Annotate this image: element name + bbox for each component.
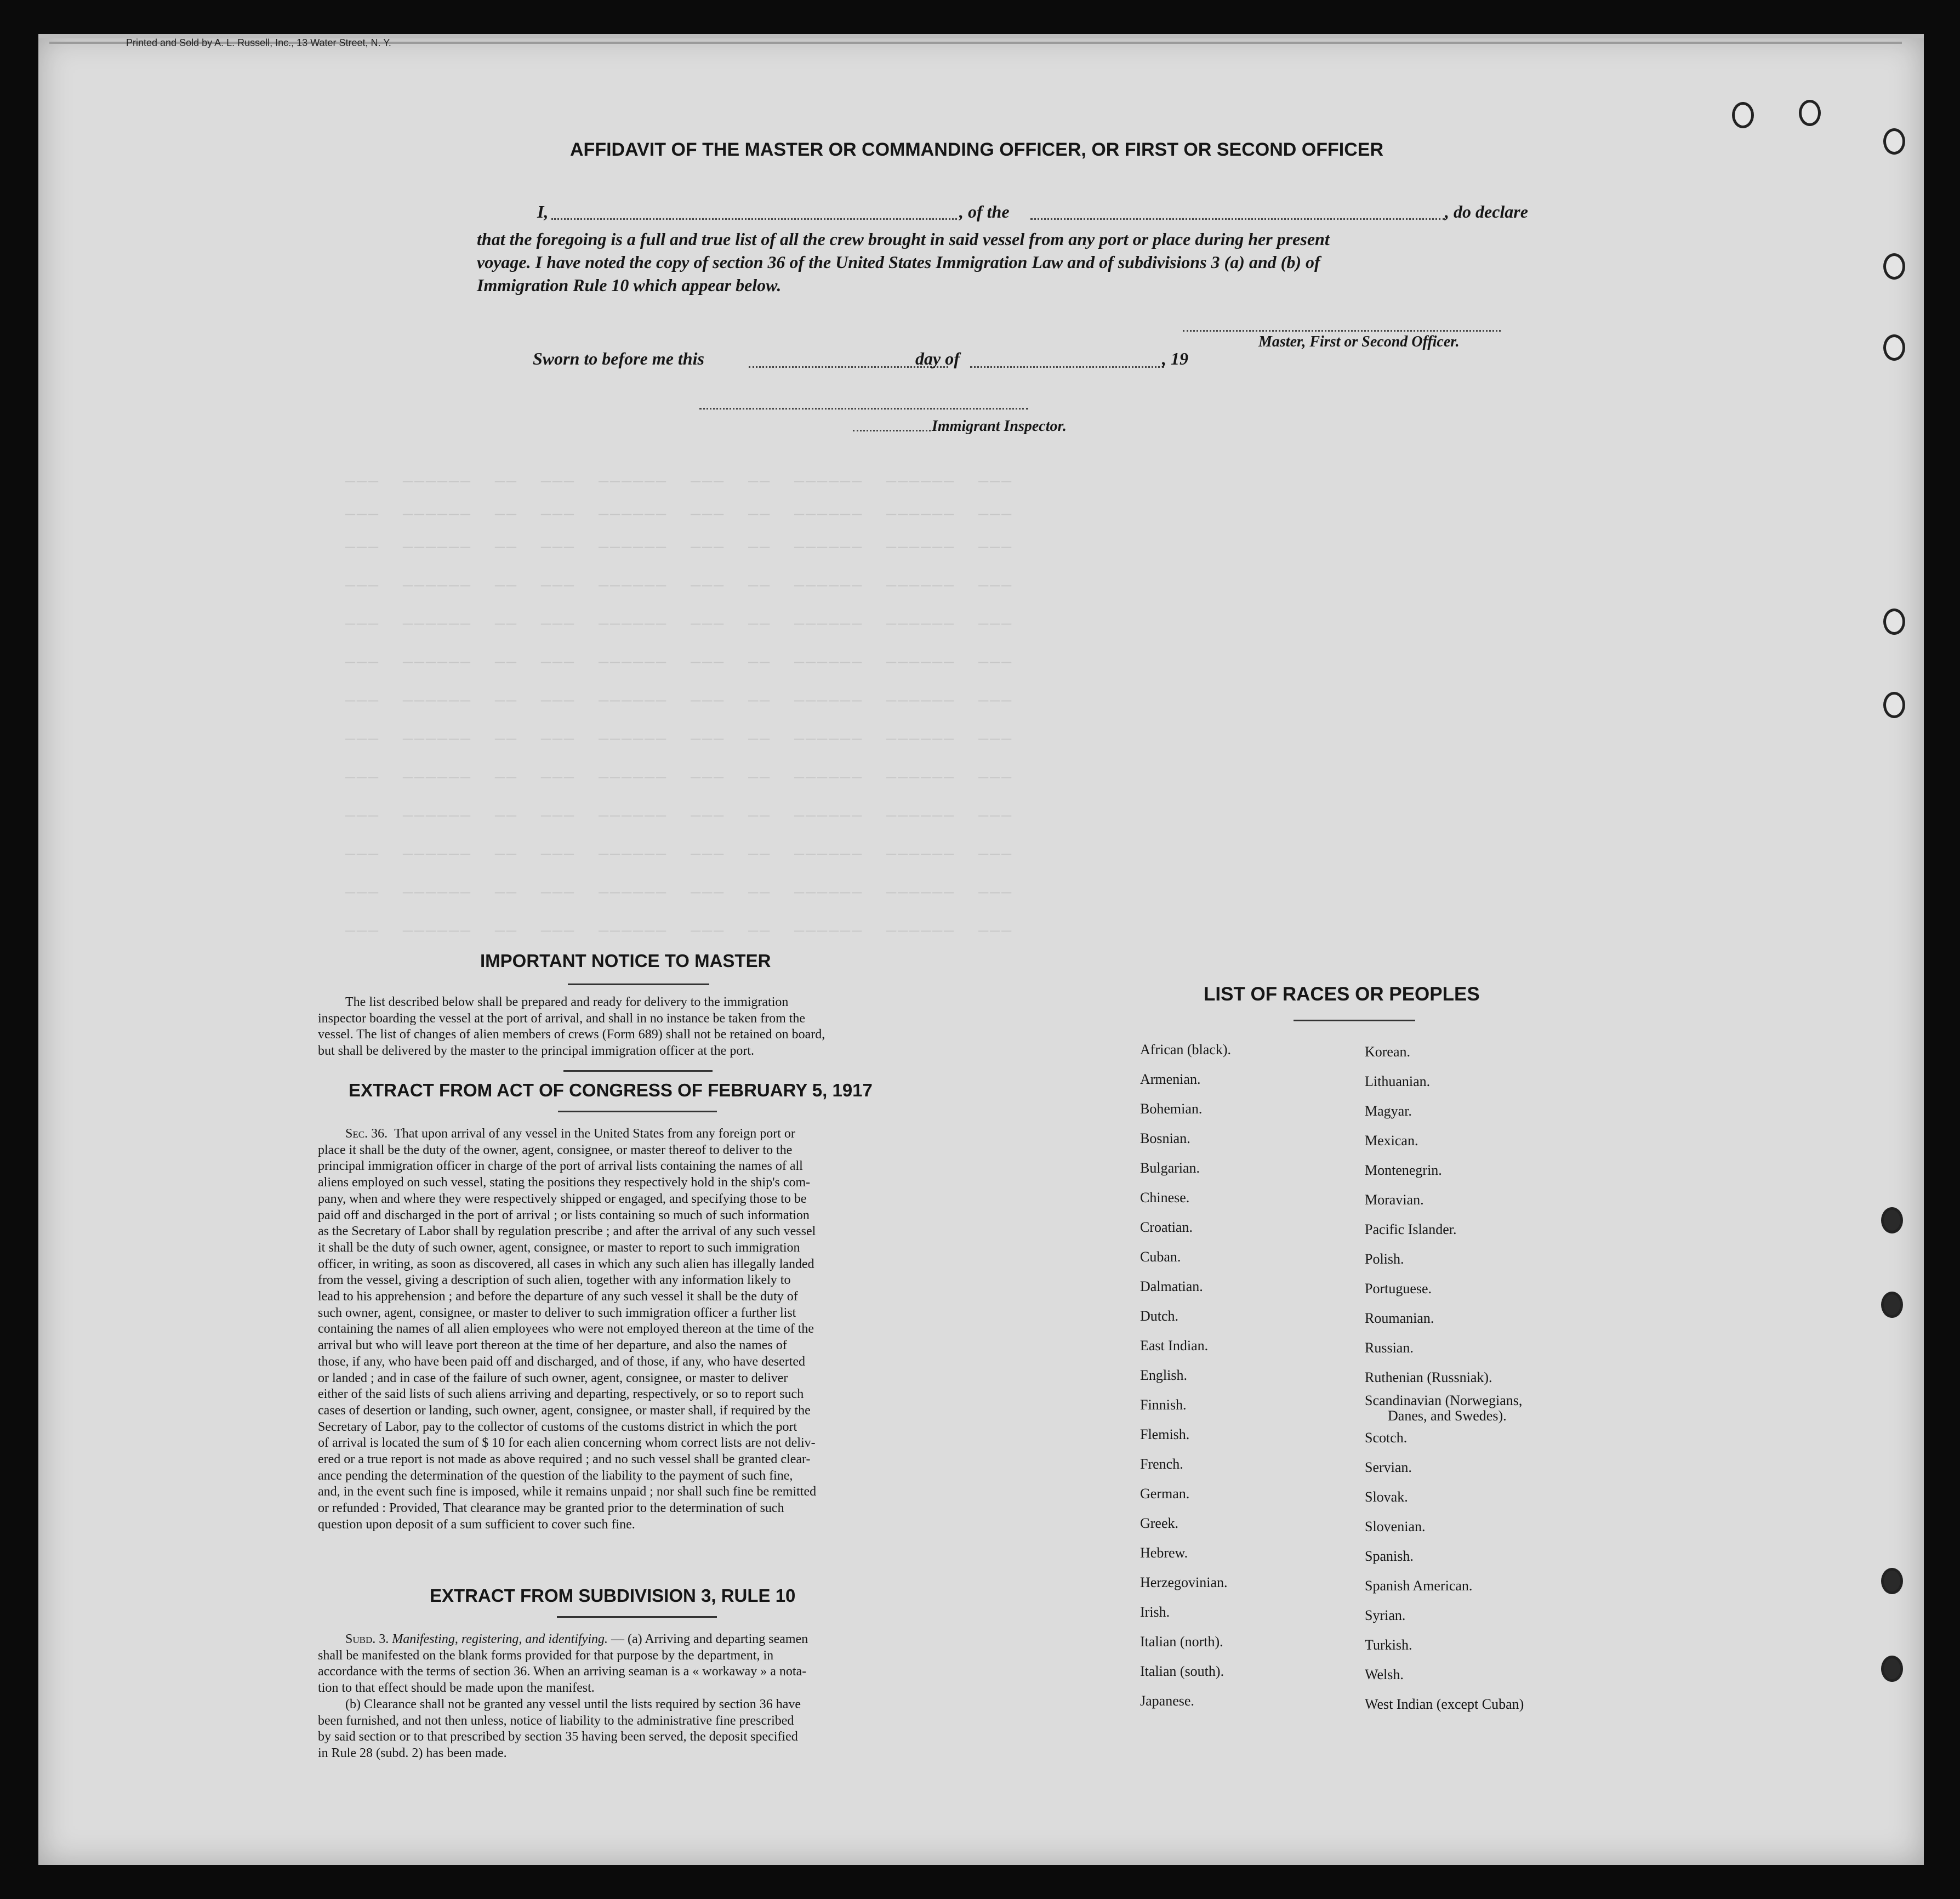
race-item: Ruthenian (Russniak). [1365,1369,1492,1385]
bleed-through-texture: ——— —————— —— ——— —————— ——— —— —————— —————— ——— [345,922,1013,941]
act-line: place it shall be the duty of the owner, agent, consignee, or master thereof to deliver to the [318,1142,793,1157]
race-item: Slovenian. [1365,1519,1426,1534]
race-item: Welsh. [1365,1667,1404,1682]
bleed-through-texture: ——— —————— —— ——— —————— ——— —— —————— —————— ——— [345,538,1013,557]
race-item: West Indian (except Cuban) [1365,1696,1524,1712]
bleed-through-texture: ——— —————— —— ——— —————— ——— —— —————— —————— ——— [345,577,1013,595]
act-title: EXTRACT FROM ACT OF CONGRESS OF FEBRUARY 5, 1917 [349,1080,873,1100]
bleed-through-texture: ——— —————— —— ——— —————— ——— —— —————— —————— ——— [345,505,1013,524]
notice-line: The list described below shall be prepared and ready for delivery to the immigration [345,995,789,1009]
race-item: French. [1140,1456,1183,1472]
act-line: pany, when and where they were respectively shipped or engaged, and specifying those to be [318,1191,807,1206]
act-line: question upon deposit of a sum sufficient to cover such fine. [318,1517,635,1532]
bleed-through-texture: ——— —————— —— ——— —————— ——— —— —————— —————— ——— [345,692,1013,710]
day-of-label: day of [915,349,960,368]
race-item: English. [1140,1367,1187,1383]
race-item: Cuban. [1140,1249,1181,1265]
rule-title-rule [557,1616,717,1618]
race-item: Bosnian. [1140,1130,1190,1146]
act-line: it shall be the duty of such owner, agent, consignee, or master to report to such immigration [318,1240,800,1255]
affidavit-i-label: I, [537,202,549,221]
master-signature-label: Master, First or Second Officer. [1258,333,1460,350]
punch-hole [1881,1568,1903,1594]
race-item: Montenegrin. [1365,1162,1442,1178]
race-item: German. [1140,1486,1190,1502]
punch-hole [1883,692,1905,718]
punch-hole [1881,1207,1903,1233]
act-line: or landed ; and in case of the failure of such owner, agent, consignee, or master to deliver [318,1371,788,1385]
notice-line: but shall be delivered by the master to the principal immigration officer at the port. [318,1044,754,1059]
section-divider [563,1070,713,1072]
race-item: Dutch. [1140,1308,1179,1324]
race-item: Mexican. [1365,1133,1418,1149]
bleed-through-texture: ——— —————— —— ——— —————— ——— —— —————— —————— ——— [345,807,1013,826]
act-line: That upon arrival of any vessel in the United States from any foreign port or [394,1127,795,1141]
act-line: as the Secretary of Labor shall by regulation prescribe ; and after the arrival of any such vessel [318,1224,816,1239]
race-item: Lithuanian. [1365,1073,1431,1089]
subd-label: Subd. 3. [345,1632,389,1646]
act-line: containing the names of all alien employees who were not employed thereon at the time of the [318,1322,814,1337]
bleed-through-texture: ——— —————— —— ——— —————— ——— —— —————— —————— ——— [345,653,1013,672]
bleed-through-texture: ——— —————— —— ——— —————— ——— —— —————— —————— ——— [345,845,1013,864]
race-item: Dalmatian. [1140,1278,1203,1294]
notice-title: IMPORTANT NOTICE TO MASTER [480,951,771,971]
race-item: Croatian. [1140,1219,1193,1235]
race-item: Greek. [1140,1515,1179,1531]
act-line: lead to his apprehension ; and before the departure of any such vessel it shall be the duty of [318,1289,798,1304]
document-sheet [38,34,1924,1865]
rule-line: accordance with the terms of section 36. When an arriving seaman is a « workaway » a nota- [318,1664,807,1679]
race-item: Japanese. [1140,1693,1194,1709]
punch-hole [1883,128,1905,155]
race-item: Hebrew. [1140,1545,1188,1561]
notice-body [318,994,998,1060]
subd-heading: Manifesting, registering, and identifying. [392,1632,608,1646]
rule-line: tion to that effect should be made upon the manifest. [318,1681,595,1696]
race-item: Syrian. [1365,1607,1406,1623]
bleed-through-texture: ——— —————— —— ——— —————— ——— —— —————— —————— ——— [345,884,1013,902]
affidavit-do-declare: , do declare [1445,202,1528,221]
race-item: Danes, and Swedes). [1388,1408,1507,1424]
inspector-signature-line [699,408,1028,410]
act-line: such owner, agent, consignee, or master to deliver to such immigration officer a further list [318,1305,796,1320]
inspector-label: Immigrant Inspector. [932,418,1067,435]
race-item: Bohemian. [1140,1101,1203,1117]
inspector-short-line [853,430,931,431]
race-item: Portuguese. [1365,1281,1432,1297]
race-item: Scotch. [1365,1430,1408,1446]
punch-hole [1881,1656,1903,1682]
affidavit-of-the: , of the [959,202,1010,221]
punch-hole [1881,1292,1903,1318]
act-line: ance pending the determination of the question of the liability to the payment of such fine, [318,1468,793,1483]
affidavit-body-line: voyage. I have noted the copy of section 36 of the United States Immigration Law and of subdivisions 3 (a) and (b) of [477,252,1320,272]
punch-hole [1732,102,1754,128]
race-item: Chinese. [1140,1190,1190,1206]
bleed-through-texture: ——— —————— —— ——— —————— ——— —— —————— —————— ——— [345,473,1013,491]
punch-hole [1883,253,1905,280]
act-line: and, in the event such fine is imposed, while it remains unpaid ; nor shall such fine be remitted [318,1485,817,1499]
act-line: from the vessel, giving a description of such alien, together with any information likely to [318,1273,791,1288]
punch-hole [1883,609,1905,635]
rule-line: shall be manifested on the blank forms provided for that purpose by the department, in [318,1648,774,1663]
race-item: Italian (north). [1140,1634,1223,1650]
race-item: Magyar. [1365,1103,1412,1119]
race-item: Scandinavian (Norwegians, [1365,1392,1523,1408]
year-label: , 19 [1162,349,1188,368]
notice-line: vessel. The list of changes of alien members of crews (Form 689) shall not be retained on board, [318,1027,825,1042]
race-item: Italian (south). [1140,1663,1224,1679]
act-line: ered or a true report is not made as above required ; and no such vessel shall be granted clear- [318,1452,811,1467]
act-line: cases of desertion or landing, such owner, agent, consignee, or master shall, if required by the [318,1403,811,1418]
punch-hole [1799,100,1821,126]
affidavit-body-line: that the foregoing is a full and true list of all the crew brought in said vessel from any port or place during her present [477,229,1330,249]
notice-line: inspector boarding the vessel at the port of arrival, and shall in no instance be taken from the [318,1011,806,1026]
race-item: Flemish. [1140,1426,1190,1442]
name-blank [551,218,957,220]
bleed-through-texture: ——— —————— —— ——— —————— ——— —— —————— —————— ——— [345,615,1013,634]
notice-title-rule [568,983,709,985]
act-line: aliens employed on such vessel, stating the positions they respectively hold in the ship's com- [318,1175,811,1190]
races-title: LIST OF RACES OR PEOPLES [1204,983,1480,1005]
bleed-through-texture: ——— —————— —— ——— —————— ——— —— —————— —————— ——— [345,730,1013,749]
rule-line: — (a) Arriving and departing seamen [611,1632,808,1646]
rule-body [318,1631,998,1762]
act-line: Secretary of Labor, pay to the collector of customs of the customs district in which the port [318,1419,797,1434]
punch-hole [1883,334,1905,361]
sworn-label: Sworn to before me this [533,349,704,368]
printer-imprint: Printed and Sold by A. L. Russell, Inc., 13 Water Street, N. Y. [126,37,391,48]
race-item: Slovak. [1365,1489,1408,1505]
rule-line: in Rule 28 (subd. 2) has been made. [318,1746,507,1760]
affidavit-title: AFFIDAVIT OF THE MASTER OR COMMANDING OFFICER, OR FIRST OR SECOND OFFICER [570,139,1383,160]
rule-title: EXTRACT FROM SUBDIVISION 3, RULE 10 [430,1585,796,1606]
act-line: of arrival is located the sum of $ 10 for each alien concerning whom correct lists are not deliv- [318,1436,816,1451]
rule-line: by said section or to that prescribed by section 35 having been served, the deposit specified [318,1730,798,1744]
race-item: Polish. [1365,1251,1404,1267]
race-item: Korean. [1365,1044,1411,1060]
sec-label: Sec. 36. [345,1127,388,1141]
race-item: Finnish. [1140,1397,1187,1413]
act-title-rule [558,1111,717,1112]
act-body [318,1126,998,1533]
act-line: officer, in writing, as soon as discovered, all cases in which any such alien has illegally landed [318,1256,814,1271]
race-item: Roumanian. [1365,1310,1434,1326]
race-item: Pacific Islander. [1365,1221,1457,1237]
act-line: principal immigration officer in charge of the port of arrival lists containing the names of all [318,1159,803,1174]
act-line: those, if any, who have been paid off and discharged, and of those, if any, who have deserted [318,1354,806,1369]
race-item: African (black). [1140,1042,1232,1057]
race-item: Servian. [1365,1459,1412,1475]
race-item: Russian. [1365,1340,1414,1356]
race-item: Spanish American. [1365,1578,1473,1594]
master-signature-line [1183,330,1501,332]
vessel-blank [1030,218,1445,220]
race-item: Turkish. [1365,1637,1412,1653]
act-line: paid off and discharged in the port of arrival ; or lists containing so much of such information [318,1208,810,1223]
act-line: arrival but who will leave port thereon at the time of her departure, and also the names of [318,1338,787,1353]
act-line: or refunded : Provided, That clearance may be granted prior to the determination of such [318,1501,784,1516]
races-title-rule [1294,1020,1415,1021]
rule-line: (b) Clearance shall not be granted any vessel until the lists required by section 36 have [345,1697,801,1712]
rule-line: been furnished, and not then unless, notice of liability to the administrative fine prescribed [318,1713,794,1728]
race-item: Herzegovinian. [1140,1574,1228,1590]
race-item: Bulgarian. [1140,1160,1200,1176]
race-item: Spanish. [1365,1548,1414,1564]
act-line: either of the said lists of such aliens arriving and departing, respectively, or so to report such [318,1387,804,1402]
affidavit-body-line: Immigration Rule 10 which appear below. [477,275,782,295]
sworn-month-blank [970,366,1164,368]
race-item: Moravian. [1365,1192,1424,1208]
race-item: Irish. [1140,1604,1170,1620]
race-item: Armenian. [1140,1071,1201,1087]
bleed-through-texture: ——— —————— —— ——— —————— ——— —— —————— —————— ——— [345,769,1013,787]
race-item: East Indian. [1140,1338,1209,1354]
